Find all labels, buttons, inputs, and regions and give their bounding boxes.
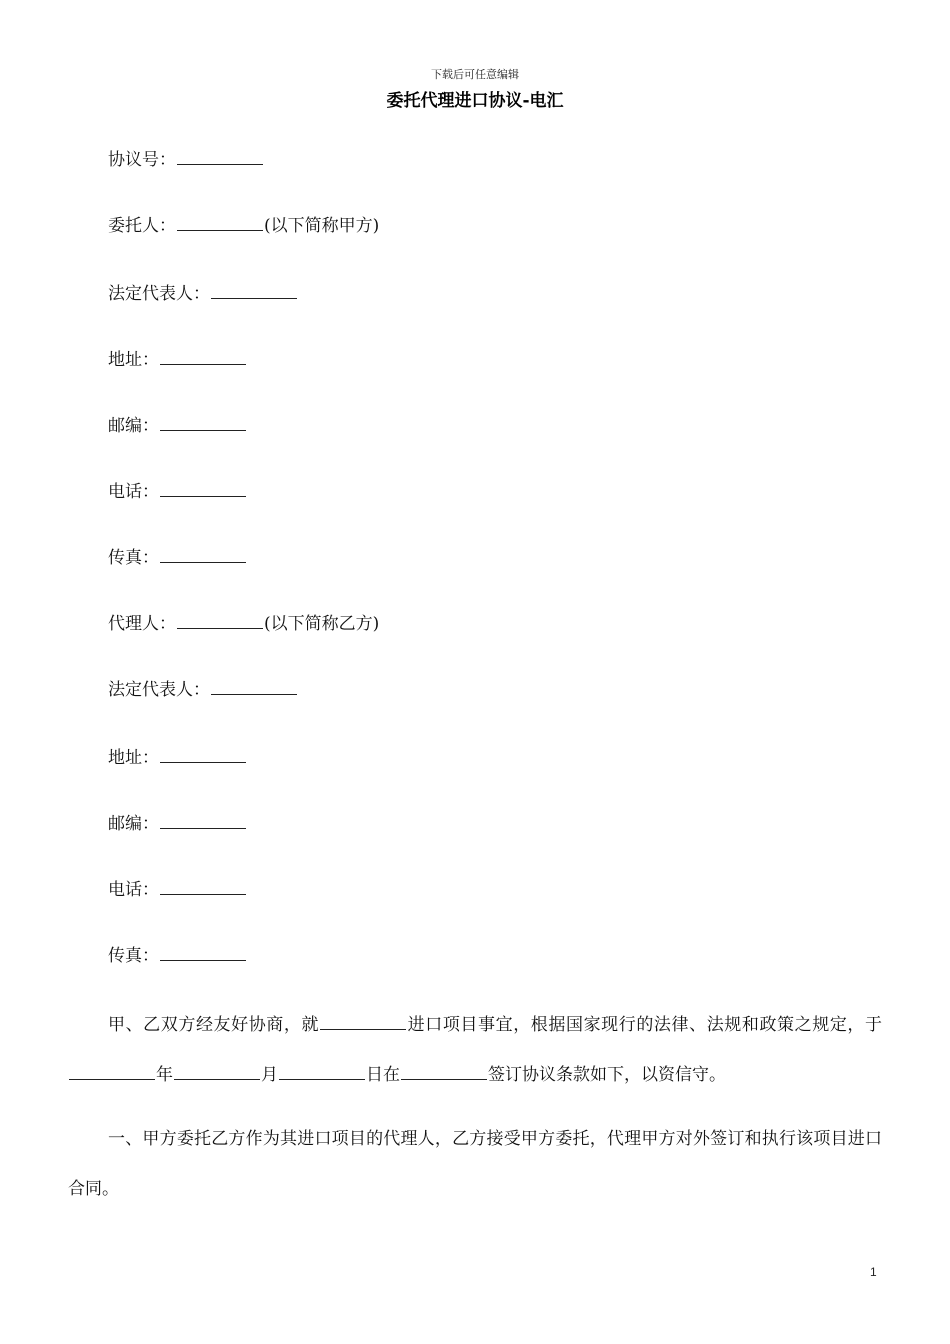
blank-line [160,350,246,365]
text-segment: 甲、乙双方经友好协商，就 [108,1015,320,1035]
page-number: 1 [870,1265,877,1279]
field-agent [108,612,379,636]
field-suffix: (以下简称乙方) [264,614,380,634]
field-label: 电话： [108,482,159,502]
blank-line [160,880,246,895]
field-label: 法定代表人： [108,680,210,700]
field-phone-a [108,480,247,504]
field-legal-rep-a [108,282,298,306]
field-address-a [108,348,247,372]
field-fax-b [108,944,247,968]
blank-line [279,1065,365,1080]
blank-line [160,482,246,497]
blank-line [320,1015,406,1030]
field-legal-rep-b [108,678,298,702]
blank-line [211,284,297,299]
blank-line [174,1065,260,1080]
blank-line [160,814,246,829]
field-label: 法定代表人： [108,284,210,304]
field-suffix: (以下简称甲方) [264,216,380,236]
field-principal [108,214,379,238]
field-label: 地址： [108,350,159,370]
header-note: 下载后可任意编辑 [431,68,519,81]
field-address-b [108,746,247,770]
blank-line [211,680,297,695]
paragraph-preamble [68,1000,882,1100]
field-label: 电话： [108,880,159,900]
blank-line [177,216,263,231]
blank-line [401,1065,487,1080]
field-postcode-b [108,812,247,836]
blank-line [160,748,246,763]
field-agreement-number [108,148,264,172]
field-phone-b [108,878,247,902]
field-label: 传真： [108,946,159,966]
field-label: 委托人： [108,216,176,236]
field-label: 代理人： [108,614,176,634]
field-postcode-a [108,414,247,438]
field-label: 邮编： [108,814,159,834]
text-segment: 签订协议条款如下，以资信守。 [488,1065,726,1085]
blank-line [69,1065,155,1080]
blank-line [177,614,263,629]
field-fax-a [108,546,247,570]
text-segment: 日在 [366,1065,400,1085]
field-label: 传真： [108,548,159,568]
text-segment: 月 [261,1065,278,1085]
field-label: 地址： [108,748,159,768]
text-segment: 年 [156,1065,173,1085]
blank-line [160,416,246,431]
text-segment: 进口项目事宜，根据国家现行的法律、法规和政策之规定，于 [407,1015,883,1035]
field-label: 邮编： [108,416,159,436]
paragraph-clause-1: 一、甲方委托乙方作为其进口项目的代理人，乙方接受甲方委托，代理甲方对外签订和执行该项目进口合同。 [68,1129,882,1199]
page-title: 委托代理进口协议-电汇 [386,91,564,111]
blank-line [160,946,246,961]
field-label: 协议号： [108,150,176,170]
blank-line [177,150,263,165]
blank-line [160,548,246,563]
